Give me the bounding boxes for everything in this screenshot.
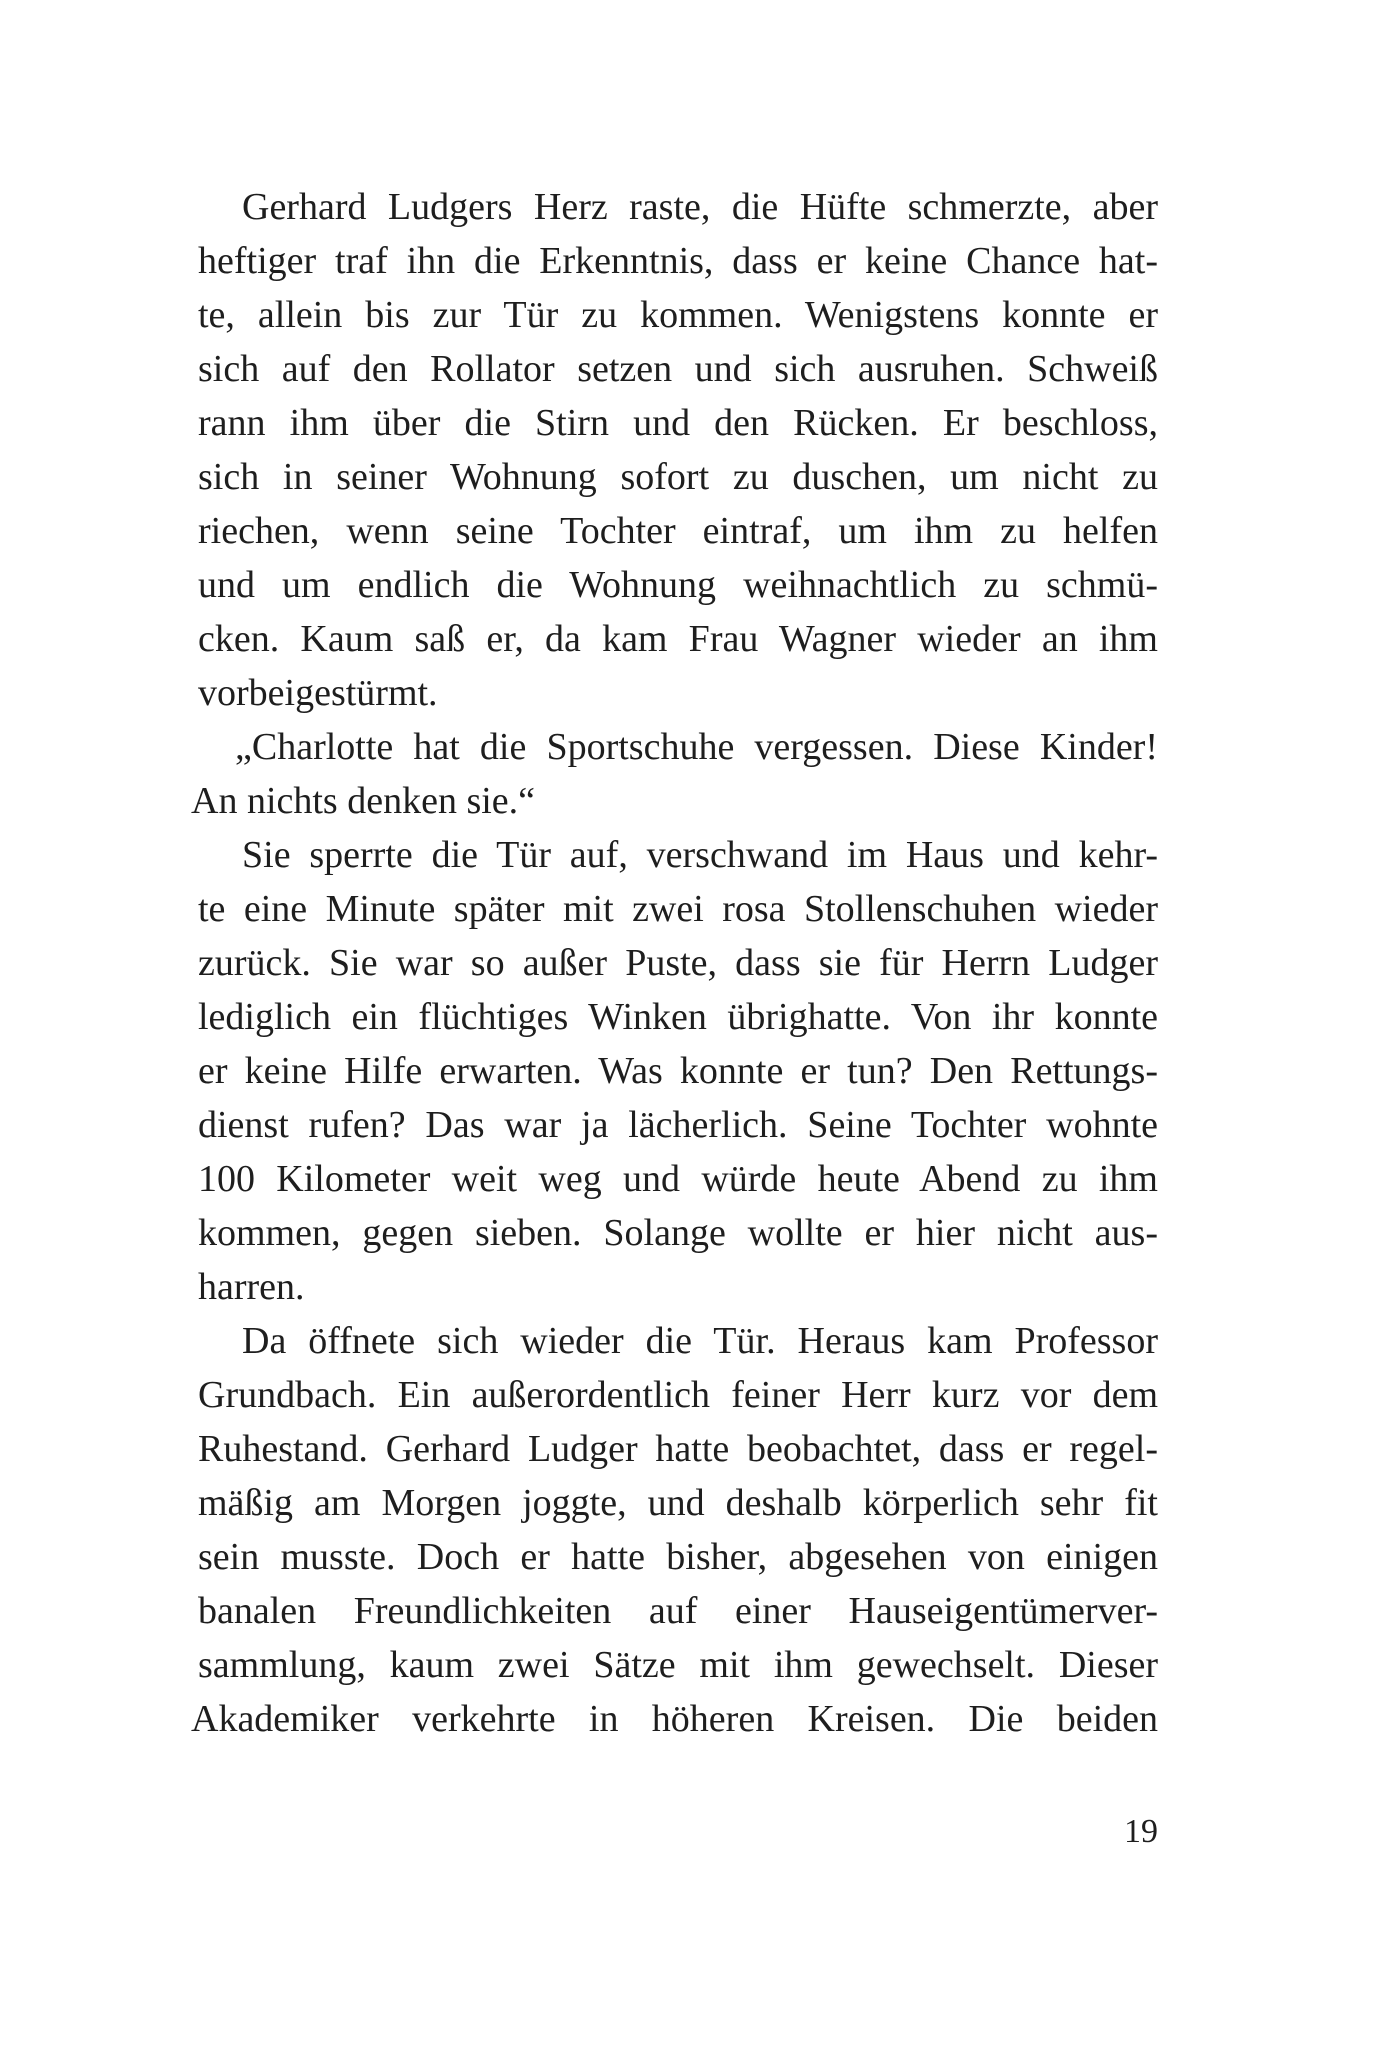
text-line: Ruhestand. Gerhard Ludger hatte beobachtet, dass er regel- xyxy=(198,1428,1158,1470)
text-line: sein musste. Doch er hatte bisher, abgesehen von einigen xyxy=(198,1536,1158,1578)
text-line: 100 Kilometer weit weg und würde heute Abend zu ihm xyxy=(198,1158,1158,1200)
text-line: sammlung, kaum zwei Sätze mit ihm gewechselt. Dieser xyxy=(198,1644,1158,1686)
text-line: Sie sperrte die Tür auf, verschwand im Haus und kehr- xyxy=(242,834,1158,876)
page-number: 19 xyxy=(1124,1813,1158,1850)
text-line: riechen, wenn seine Tochter eintraf, um ihm zu helfen xyxy=(198,510,1158,552)
text-line: dienst rufen? Das war ja lächerlich. Seine Tochter wohnte xyxy=(198,1104,1158,1146)
text-line: mäßig am Morgen joggte, und deshalb körperlich sehr fit xyxy=(198,1482,1158,1524)
text-line: sich auf den Rollator setzen und sich ausruhen. Schweiß xyxy=(198,348,1158,390)
text-line: harren. xyxy=(198,1266,305,1308)
text-line: und um endlich die Wohnung weihnachtlich zu schmü- xyxy=(198,564,1158,606)
text-line: er keine Hilfe erwarten. Was konnte er tun? Den Rettungs- xyxy=(198,1050,1158,1092)
text-line: te, allein bis zur Tür zu kommen. Wenigstens konnte er xyxy=(198,294,1158,336)
text-line: zurück. Sie war so außer Puste, dass sie für Herrn Ludger xyxy=(198,942,1158,984)
text-line: rann ihm über die Stirn und den Rücken. Er beschloss, xyxy=(198,402,1158,444)
text-line: Gerhard Ludgers Herz raste, die Hüfte schmerzte, aber xyxy=(242,186,1158,228)
text-line: „Charlotte hat die Sportschuhe vergessen. Diese Kinder! xyxy=(235,726,1158,768)
body-text xyxy=(191,180,1158,1746)
text-line: heftiger traf ihn die Erkenntnis, dass er keine Chance hat- xyxy=(198,240,1158,282)
text-line: vorbeigestürmt. xyxy=(198,672,438,714)
text-line: te eine Minute später mit zwei rosa Stollenschuhen wieder xyxy=(198,888,1158,930)
text-line: kommen, gegen sieben. Solange wollte er hier nicht aus- xyxy=(198,1212,1158,1254)
text-line: Akademiker verkehrte in höheren Kreisen. Die beiden xyxy=(191,1698,1158,1740)
text-line: Da öffnete sich wieder die Tür. Heraus kam Professor xyxy=(242,1320,1158,1362)
text-line: lediglich ein flüchtiges Winken übrighatte. Von ihr konnte xyxy=(198,996,1158,1038)
text-line: cken. Kaum saß er, da kam Frau Wagner wieder an ihm xyxy=(198,618,1158,660)
text-line: sich in seiner Wohnung sofort zu duschen, um nicht zu xyxy=(198,456,1158,498)
text-line: banalen Freundlichkeiten auf einer Hauseigentümerver- xyxy=(198,1590,1158,1632)
text-line: Grundbach. Ein außerordentlich feiner Herr kurz vor dem xyxy=(198,1374,1158,1416)
text-line: An nichts denken sie.“ xyxy=(191,780,536,822)
